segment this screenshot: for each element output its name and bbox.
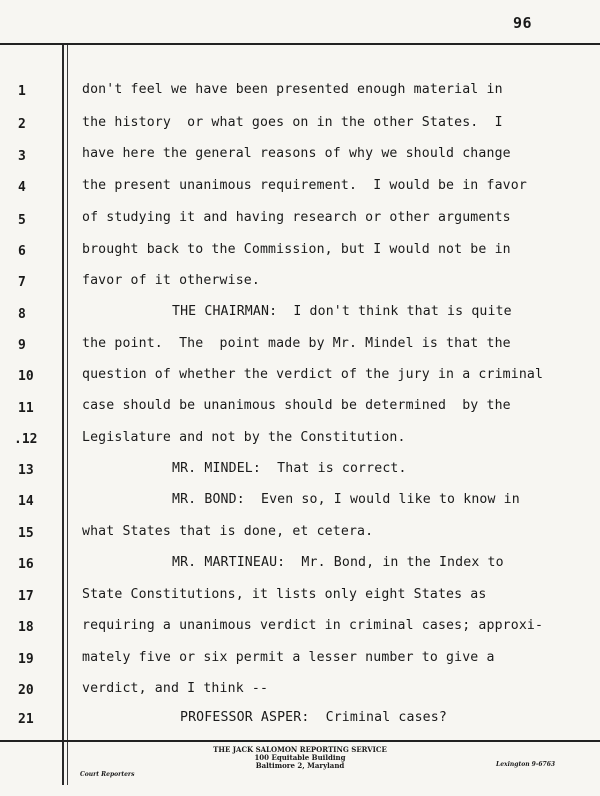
transcript-line: of studying it and having research or other arguments xyxy=(82,210,511,225)
line-number: 10 xyxy=(18,369,34,384)
transcript-line: State Constitutions, it lists only eight States as xyxy=(82,587,487,602)
page-number: 96 xyxy=(513,14,533,32)
line-number: 4 xyxy=(18,180,26,195)
speaker-line: MR. MARTINEAU: Mr. Bond, in the Index to xyxy=(172,555,504,570)
line-number: 8 xyxy=(18,307,26,322)
line-number: 20 xyxy=(18,683,34,698)
footer-service-name: THE JACK SALOMON REPORTING SERVICE xyxy=(213,745,387,754)
transcript-line: Legislature and not by the Constitution. xyxy=(82,430,406,445)
footer-court-reporters: Court Reporters xyxy=(80,771,135,778)
transcript-line: the point. The point made by Mr. Mindel is that the xyxy=(82,336,511,351)
line-number: 18 xyxy=(18,620,34,635)
line-number: 6 xyxy=(18,244,26,259)
transcript-line: what States that is done, et cetera. xyxy=(82,524,374,539)
transcript-line: verdict, and I think -- xyxy=(82,681,269,696)
transcript-line: favor of it otherwise. xyxy=(82,273,260,288)
transcript-line: the history or what goes on in the other States. I xyxy=(82,115,503,130)
transcript-line: mately five or six permit a lesser number to give a xyxy=(82,650,495,665)
line-number: 13 xyxy=(18,463,34,478)
transcript-line: brought back to the Commission, but I would not be in xyxy=(82,242,511,257)
line-number: 21 xyxy=(18,712,34,727)
line-number: 17 xyxy=(18,589,34,604)
line-number: 19 xyxy=(18,652,34,667)
line-number: .12 xyxy=(14,432,38,447)
line-number: 14 xyxy=(18,494,34,509)
line-number: 15 xyxy=(18,526,34,541)
footer-building: 100 Equitable Building xyxy=(254,753,346,762)
left-margin-rule xyxy=(62,45,64,785)
speaker-line: THE CHAIRMAN: I don't think that is quite xyxy=(172,304,512,319)
top-rule xyxy=(0,43,600,45)
bottom-rule xyxy=(0,740,600,742)
speaker-line: PROFESSOR ASPER: Criminal cases? xyxy=(180,710,447,725)
line-number: 2 xyxy=(18,117,26,132)
left-margin-rule-inner xyxy=(67,45,68,785)
line-number: 3 xyxy=(18,149,26,164)
footer-phone: Lexington 9-6763 xyxy=(496,761,556,768)
line-number: 11 xyxy=(18,401,34,416)
footer-city: Baltimore 2, Maryland xyxy=(255,761,345,770)
speaker-line: MR. MINDEL: That is correct. xyxy=(172,461,407,476)
transcript-line: question of whether the verdict of the jury in a criminal xyxy=(82,367,544,382)
transcript-line: case should be unanimous should be determined by the xyxy=(82,398,511,413)
line-number: 1 xyxy=(18,84,26,99)
speaker-line: MR. BOND: Even so, I would like to know in xyxy=(172,492,520,507)
reporting-service-footer xyxy=(180,746,420,770)
transcript-line: the present unanimous requirement. I would be in favor xyxy=(82,178,527,193)
line-number: 7 xyxy=(18,275,26,290)
transcript-line: don't feel we have been presented enough material in xyxy=(82,82,503,97)
transcript-line: requiring a unanimous verdict in criminal cases; approxi- xyxy=(82,618,544,633)
line-number: 9 xyxy=(18,338,26,353)
line-number: 16 xyxy=(18,557,34,572)
line-number: 5 xyxy=(18,213,26,228)
transcript-line: have here the general reasons of why we should change xyxy=(82,146,511,161)
